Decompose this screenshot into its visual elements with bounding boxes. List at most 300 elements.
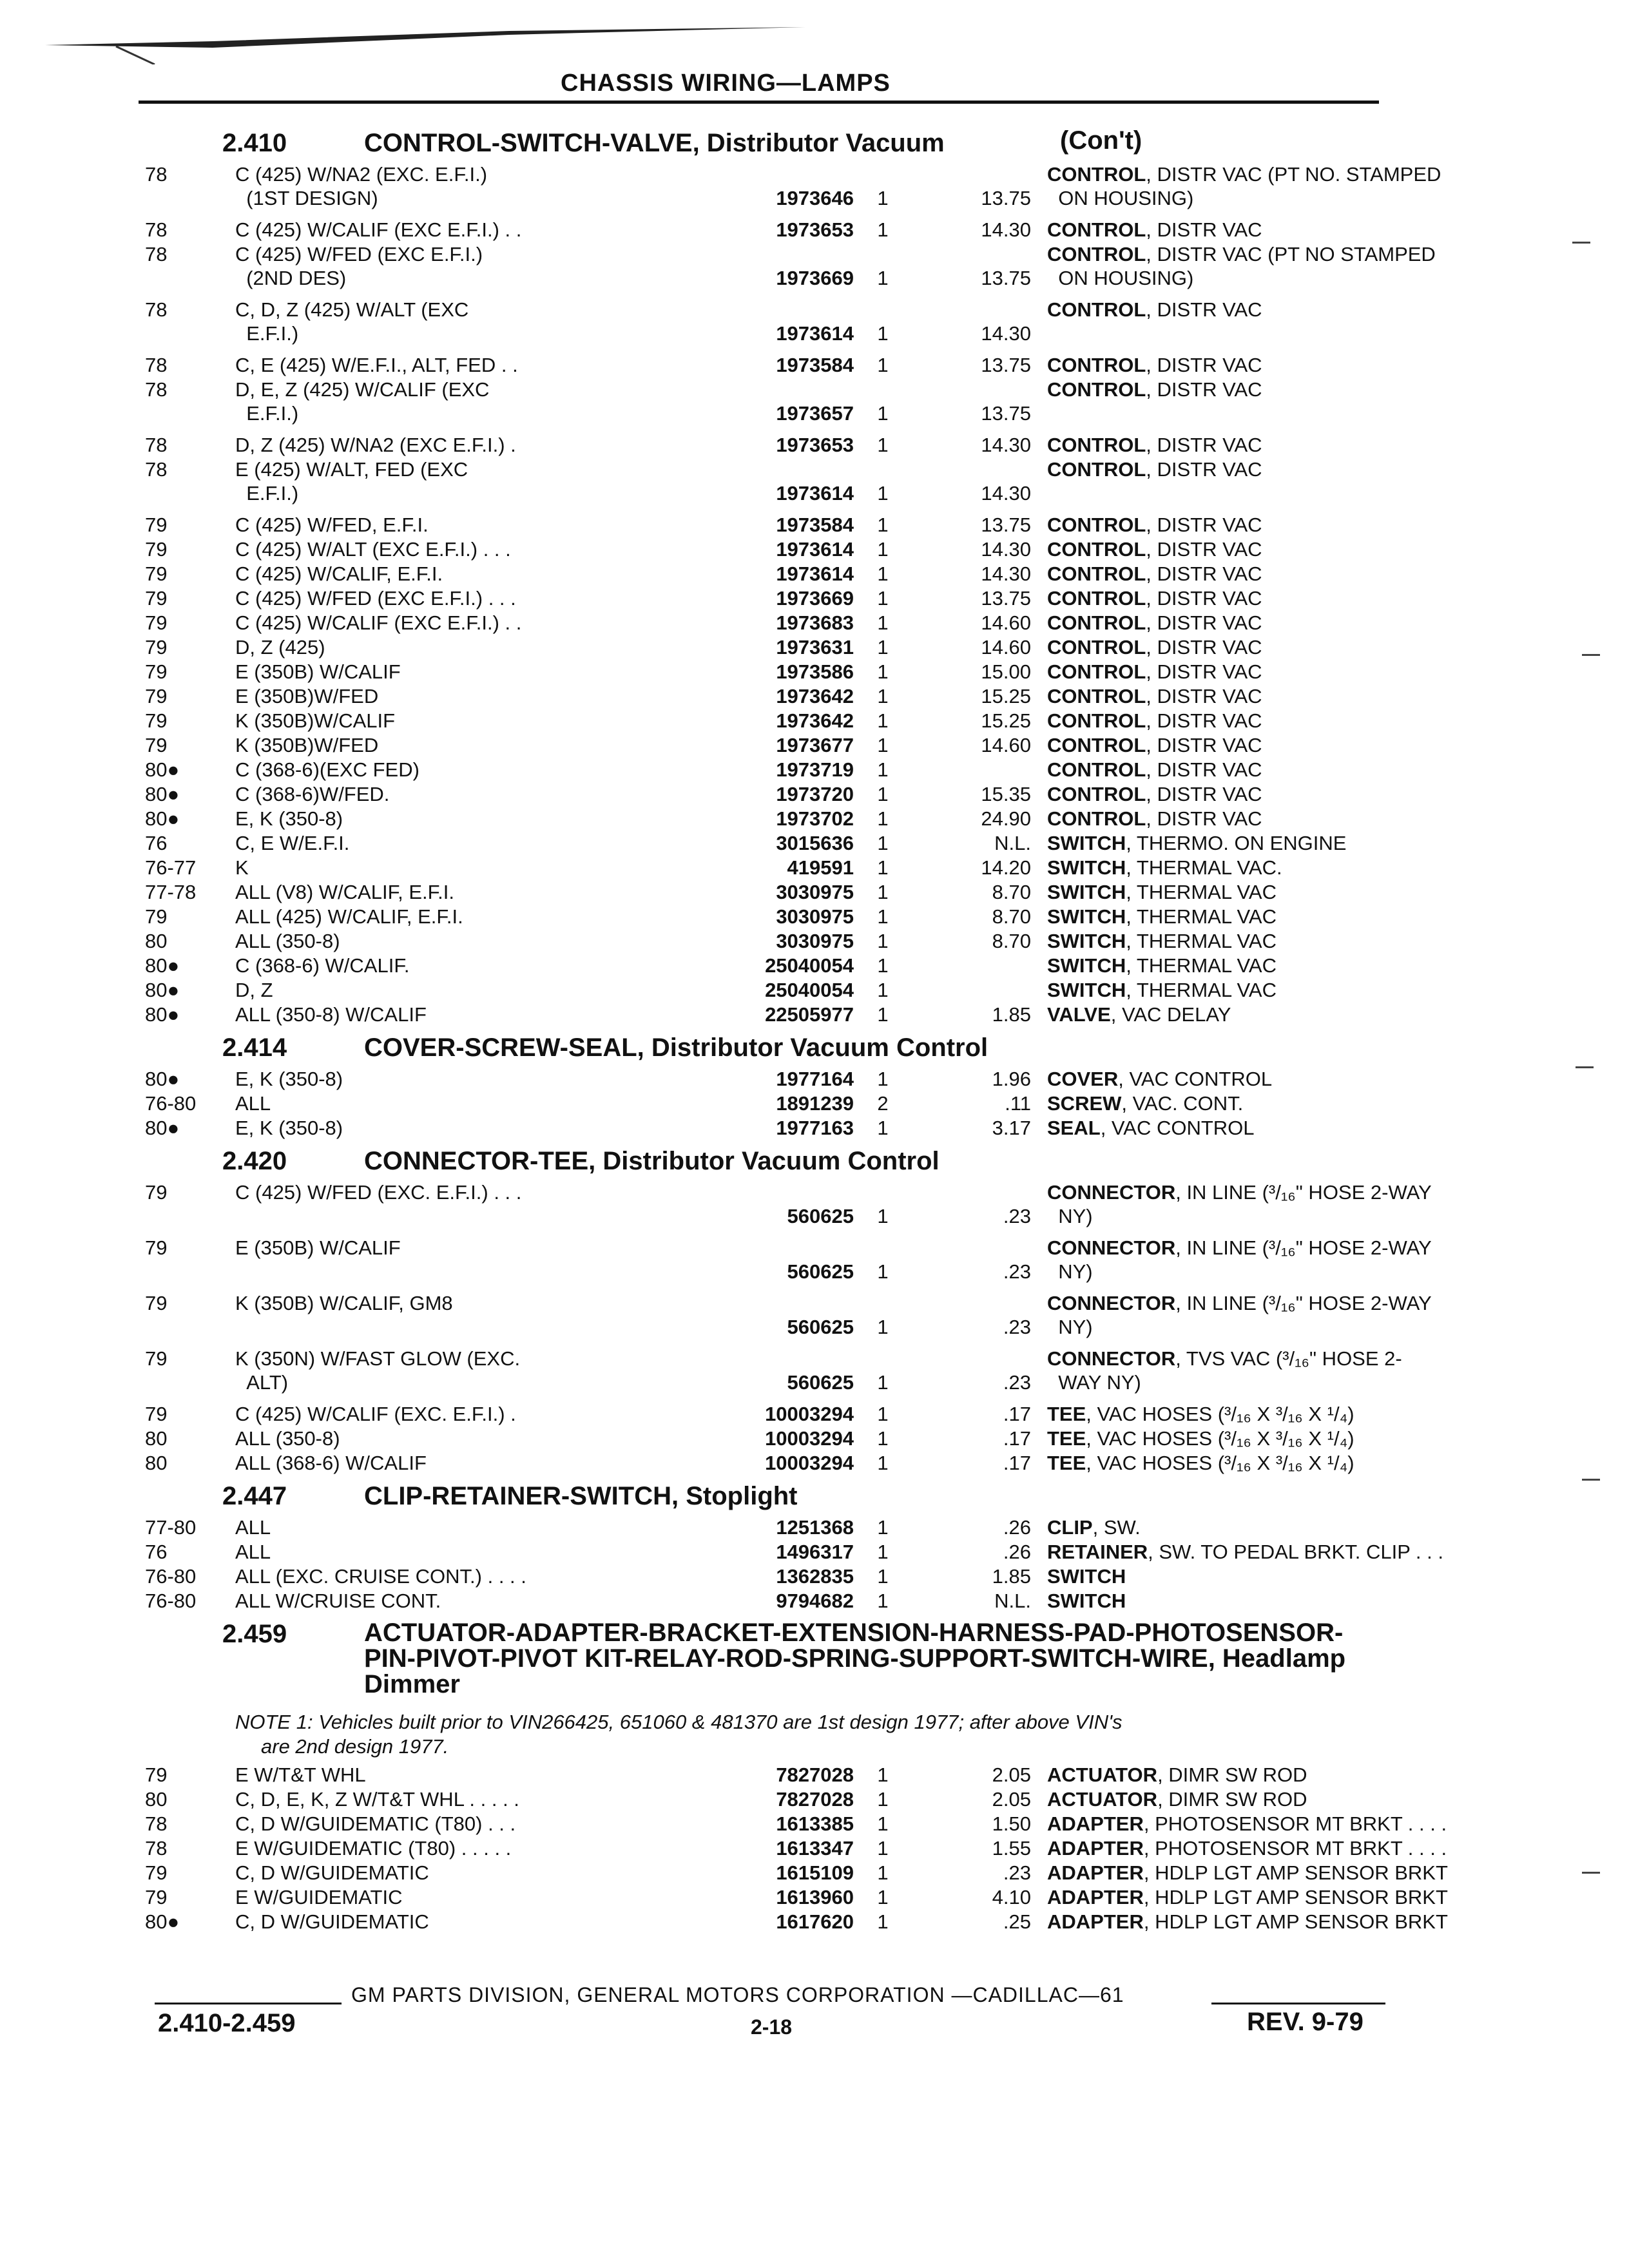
model-year: 78 xyxy=(145,218,168,241)
table-row xyxy=(145,1451,1392,1475)
margin-tick xyxy=(1582,1872,1600,1874)
model-year: 80 xyxy=(145,1427,168,1450)
part-name: RETAINER xyxy=(1047,1541,1148,1563)
price: 8.70 xyxy=(992,905,1031,928)
model-year: 78 xyxy=(145,434,168,456)
part-number: 1973614 xyxy=(776,322,854,345)
price: N.L. xyxy=(994,832,1031,854)
table-row xyxy=(145,978,1392,1003)
application: ALL (EXC. CRUISE CONT.) . . . . xyxy=(235,1565,526,1588)
section-name: CLIP-RETAINER-SWITCH, Stoplight xyxy=(364,1482,798,1510)
price: 1.96 xyxy=(992,1068,1031,1090)
quantity: 1 xyxy=(877,1541,889,1563)
table-row xyxy=(145,1515,1392,1540)
section-number: 2.414 xyxy=(222,1033,287,1062)
model-year: 79 xyxy=(145,1403,168,1425)
price: 8.70 xyxy=(992,930,1031,952)
table-row xyxy=(145,1540,1443,1564)
quantity: 1 xyxy=(877,218,889,241)
part-name: CONTROL xyxy=(1047,636,1146,658)
part-description: SCREW, VAC. CONT. xyxy=(1047,1092,1244,1115)
part-description: CONTROL, DISTR VAC (PT NO STAMPED ON HOUSING) xyxy=(1047,243,1436,289)
part-number: 3030975 xyxy=(776,881,854,903)
application: C, D W/GUIDEMATIC xyxy=(235,1861,429,1884)
application: E W/GUIDEMATIC xyxy=(235,1886,403,1908)
part-number: 25040054 xyxy=(765,954,854,977)
part-description: ADAPTER, PHOTOSENSOR MT BRKT . . . . xyxy=(1047,1812,1447,1835)
quantity: 1 xyxy=(877,1910,889,1933)
quantity: 1 xyxy=(877,685,889,707)
part-name: CONTROL xyxy=(1047,587,1146,610)
price: 15.35 xyxy=(981,783,1031,805)
part-name: SWITCH xyxy=(1047,1590,1126,1612)
part-number: 22505977 xyxy=(765,1003,854,1026)
price: 4.10 xyxy=(992,1886,1031,1908)
quantity: 1 xyxy=(877,434,889,456)
section-heading xyxy=(145,1613,1392,1710)
part-description: CONNECTOR, IN LINE (³/₁₆" HOSE 2-WAY NY) xyxy=(1047,1181,1432,1227)
table-row xyxy=(145,635,1392,660)
model-year: 79 xyxy=(145,636,168,658)
price: 14.30 xyxy=(981,482,1031,505)
part-number: 1973669 xyxy=(776,587,854,610)
quantity: 1 xyxy=(877,758,889,781)
quantity: 1 xyxy=(877,783,889,805)
table-row xyxy=(145,1812,1447,1836)
application: ALL (350-8) W/CALIF xyxy=(235,1003,427,1026)
part-name: VALVE xyxy=(1047,1003,1111,1026)
quantity: 2 xyxy=(877,1092,889,1115)
table-row xyxy=(145,782,1392,807)
application: C (368-6)W/FED. xyxy=(235,783,390,805)
model-year: 77-80 xyxy=(145,1516,197,1539)
application: D, Z (425) xyxy=(235,636,325,658)
table-row xyxy=(145,954,1392,978)
table-row xyxy=(145,807,1392,831)
part-description: CONTROL, DISTR VAC xyxy=(1047,636,1262,658)
application: D, E, Z (425) W/CALIF (EXC E.F.I.) xyxy=(235,378,490,425)
part-description: CONTROL, DISTR VAC xyxy=(1047,434,1262,456)
quantity: 1 xyxy=(877,905,889,928)
part-name: SCREW xyxy=(1047,1092,1122,1115)
table-row xyxy=(145,433,1392,457)
part-description: CONTROL, DISTR VAC xyxy=(1047,298,1262,321)
price: 13.75 xyxy=(981,514,1031,536)
part-number: 1977163 xyxy=(776,1117,854,1139)
section-name: CONNECTOR-TEE, Distributor Vacuum Control xyxy=(364,1147,940,1175)
part-description: ADAPTER, PHOTOSENSOR MT BRKT . . . . xyxy=(1047,1837,1447,1860)
price: 14.60 xyxy=(981,611,1031,634)
price: .23 xyxy=(1003,1260,1031,1283)
price: .17 xyxy=(1003,1403,1031,1425)
model-year: 80● xyxy=(145,1003,180,1026)
quantity: 1 xyxy=(877,267,889,289)
section-name: COVER-SCREW-SEAL, Distributor Vacuum Control xyxy=(364,1033,988,1062)
quantity: 1 xyxy=(877,187,889,209)
parts-listing xyxy=(145,122,1448,1934)
application: E (350B)W/FED xyxy=(235,685,379,707)
table-row xyxy=(145,562,1392,586)
model-year: 76 xyxy=(145,1541,168,1563)
quantity: 1 xyxy=(877,1205,889,1227)
part-description: CONTROL, DISTR VAC xyxy=(1047,709,1262,732)
table-row xyxy=(145,758,1392,782)
part-description: CONTROL, DISTR VAC xyxy=(1047,378,1262,401)
quantity: 1 xyxy=(877,1316,889,1338)
part-description: CONTROL, DISTR VAC xyxy=(1047,758,1262,781)
part-name: CONNECTOR xyxy=(1047,1347,1176,1370)
part-number: 1973642 xyxy=(776,709,854,732)
part-description: TEE, VAC HOSES (³/₁₆ X ³/₁₆ X ¹/₄) xyxy=(1047,1452,1354,1474)
table-row xyxy=(145,684,1392,709)
model-year: 78 xyxy=(145,458,168,481)
part-description: ACTUATOR, DIMR SW ROD xyxy=(1047,1788,1307,1811)
part-description: SWITCH, THERMAL VAC. xyxy=(1047,856,1282,879)
section-heading xyxy=(145,1475,1392,1515)
part-name: SWITCH xyxy=(1047,1565,1126,1588)
part-description: ACTUATOR, DIMR SW ROD xyxy=(1047,1763,1307,1786)
section-number: 2.420 xyxy=(222,1147,287,1175)
table-row xyxy=(145,1885,1448,1910)
part-description: CONNECTOR, IN LINE (³/₁₆" HOSE 2-WAY NY) xyxy=(1047,1236,1432,1283)
quantity: 1 xyxy=(877,881,889,903)
table-row xyxy=(145,856,1392,880)
part-name: CONNECTOR xyxy=(1047,1236,1176,1259)
part-description: CONTROL, DISTR VAC xyxy=(1047,807,1262,830)
application: E W/T&T WHL xyxy=(235,1763,366,1786)
price: 14.30 xyxy=(981,538,1031,561)
quantity: 1 xyxy=(877,1260,889,1283)
part-description: CONNECTOR, TVS VAC (³/₁₆" HOSE 2- WAY NY) xyxy=(1047,1347,1402,1394)
quantity: 1 xyxy=(877,354,889,376)
part-name: ADAPTER xyxy=(1047,1886,1144,1908)
model-year: 79 xyxy=(145,1236,168,1259)
section-heading xyxy=(145,1140,1392,1180)
part-description xyxy=(1047,1589,1537,1613)
model-year: 79 xyxy=(145,611,168,634)
application: C (425) W/CALIF (EXC E.F.I.) . . xyxy=(235,611,522,634)
part-name: CONTROL xyxy=(1047,378,1146,401)
part-number: 1973657 xyxy=(776,402,854,425)
quantity: 1 xyxy=(877,1003,889,1026)
part-number: 1973646 xyxy=(776,187,854,209)
section-number: 2.459 xyxy=(222,1620,287,1648)
section-name: CONTROL-SWITCH-VALVE, Distributor Vacuum xyxy=(364,129,945,157)
quantity: 1 xyxy=(877,1788,889,1811)
model-year: 79 xyxy=(145,1292,168,1314)
part-number: 1973720 xyxy=(776,783,854,805)
part-description: CONTROL, DISTR VAC xyxy=(1047,685,1262,707)
application: C (425) W/CALIF (EXC E.F.I.) . . xyxy=(235,218,522,241)
footer-rule-right xyxy=(1211,2003,1385,2004)
application: E, K (350-8) xyxy=(235,1068,343,1090)
model-year: 79 xyxy=(145,905,168,928)
model-year: 78 xyxy=(145,243,168,265)
price: 13.75 xyxy=(981,587,1031,610)
part-name: SWITCH xyxy=(1047,881,1126,903)
price: 2.05 xyxy=(992,1788,1031,1811)
part-number: 560625 xyxy=(787,1205,854,1227)
price: .26 xyxy=(1003,1516,1031,1539)
model-year: 76-80 xyxy=(145,1565,197,1588)
part-description: CLIP, SW. xyxy=(1047,1516,1141,1539)
part-number: 10003294 xyxy=(765,1427,854,1450)
part-name: ADAPTER xyxy=(1047,1812,1144,1835)
quantity: 1 xyxy=(877,807,889,830)
footer-publisher-line: GM PARTS DIVISION, GENERAL MOTORS CORPORATION —CADILLAC—61 xyxy=(351,1983,1124,2006)
model-year: 80 xyxy=(145,1788,168,1811)
quantity: 1 xyxy=(877,832,889,854)
part-number: 1973614 xyxy=(776,562,854,585)
model-year: 79 xyxy=(145,734,168,756)
table-row xyxy=(145,1291,1432,1347)
part-description: CONTROL, DISTR VAC xyxy=(1047,660,1262,683)
part-description: ADAPTER, HDLP LGT AMP SENSOR BRKT xyxy=(1047,1861,1448,1884)
part-number: 25040054 xyxy=(765,979,854,1001)
part-number: 1613385 xyxy=(776,1812,854,1835)
part-description: SWITCH, THERMAL VAC xyxy=(1047,905,1277,928)
model-year: 79 xyxy=(145,538,168,561)
quantity: 1 xyxy=(877,562,889,585)
model-year: 80● xyxy=(145,1910,180,1933)
quantity: 1 xyxy=(877,402,889,425)
model-year: 80● xyxy=(145,807,180,830)
part-number: 1617620 xyxy=(776,1910,854,1933)
part-description: ADAPTER, HDLP LGT AMP SENSOR BRKT xyxy=(1047,1886,1448,1908)
price: 13.75 xyxy=(981,267,1031,289)
margin-tick xyxy=(1572,242,1590,244)
quantity: 1 xyxy=(877,1427,889,1450)
price: 14.30 xyxy=(981,218,1031,241)
quantity: 1 xyxy=(877,322,889,345)
table-row xyxy=(145,1067,1392,1091)
price: 13.75 xyxy=(981,354,1031,376)
model-year: 79 xyxy=(145,1861,168,1884)
model-year: 80● xyxy=(145,1117,180,1139)
price: 1.85 xyxy=(992,1565,1031,1588)
table-row xyxy=(145,242,1436,298)
quantity: 1 xyxy=(877,734,889,756)
note-line: are 2nd design 1977. xyxy=(261,1735,449,1758)
table-row xyxy=(145,1861,1448,1885)
quantity: 1 xyxy=(877,954,889,977)
model-year: 76-80 xyxy=(145,1092,197,1115)
table-row xyxy=(145,353,1392,378)
application: C (368-6) W/CALIF. xyxy=(235,954,410,977)
part-name: SWITCH xyxy=(1047,979,1126,1001)
model-year: 80● xyxy=(145,954,180,977)
application: ALL xyxy=(235,1516,271,1539)
part-number: 1973653 xyxy=(776,434,854,456)
part-name: SEAL xyxy=(1047,1117,1101,1139)
model-year: 78 xyxy=(145,378,168,401)
table-row xyxy=(145,1180,1432,1236)
model-year: 80● xyxy=(145,783,180,805)
price: 15.25 xyxy=(981,709,1031,732)
quantity: 1 xyxy=(877,1371,889,1394)
part-name: ADAPTER xyxy=(1047,1861,1144,1884)
table-row xyxy=(145,880,1392,905)
part-name: CONTROL xyxy=(1047,218,1146,241)
quantity: 1 xyxy=(877,514,889,536)
model-year: 76-80 xyxy=(145,1590,197,1612)
table-row xyxy=(145,457,1392,513)
price: .25 xyxy=(1003,1910,1031,1933)
model-year: 78 xyxy=(145,163,168,186)
section-number: 2.447 xyxy=(222,1482,287,1510)
table-row xyxy=(145,929,1392,954)
table-row xyxy=(145,1402,1392,1427)
part-number: 560625 xyxy=(787,1316,854,1338)
part-number: 1496317 xyxy=(776,1541,854,1563)
quantity: 1 xyxy=(877,482,889,505)
footer-section-range: 2.410-2.459 xyxy=(158,2009,296,2037)
table-row xyxy=(145,1427,1392,1451)
part-number: 1973584 xyxy=(776,514,854,536)
part-number: 1973702 xyxy=(776,807,854,830)
price: 1.55 xyxy=(992,1837,1031,1860)
part-description: CONTROL, DISTR VAC (PT NO. STAMPED ON HOUSING) xyxy=(1047,163,1441,209)
price: .26 xyxy=(1003,1541,1031,1563)
application: C (425) W/FED (EXC E.F.I.) (2ND DES) xyxy=(235,243,483,289)
part-number: 1973683 xyxy=(776,611,854,634)
application: ALL (350-8) xyxy=(235,930,340,952)
model-year: 79 xyxy=(145,1181,168,1204)
part-name: CONTROL xyxy=(1047,354,1146,376)
price: 8.70 xyxy=(992,881,1031,903)
table-row xyxy=(145,611,1392,635)
model-year: 79 xyxy=(145,660,168,683)
application: C, D, E, K, Z W/T&T WHL . . . . . xyxy=(235,1788,519,1811)
part-number: 3030975 xyxy=(776,930,854,952)
part-number: 1973631 xyxy=(776,636,854,658)
part-number: 10003294 xyxy=(765,1403,854,1425)
application: ALL xyxy=(235,1541,271,1563)
model-year: 78 xyxy=(145,1837,168,1860)
table-row xyxy=(145,831,1392,856)
part-number: 560625 xyxy=(787,1371,854,1394)
table-row xyxy=(145,378,1392,433)
scan-streak-mark xyxy=(45,26,818,64)
model-year: 80● xyxy=(145,1068,180,1090)
quantity: 1 xyxy=(877,1812,889,1835)
application: D, Z (425) W/NA2 (EXC E.F.I.) . xyxy=(235,434,516,456)
part-description: CONTROL, DISTR VAC xyxy=(1047,587,1262,610)
application: D, Z xyxy=(235,979,273,1001)
part-name: CONTROL xyxy=(1047,243,1146,265)
table-row xyxy=(145,162,1441,218)
table-row xyxy=(145,1003,1392,1027)
part-name: CONTROL xyxy=(1047,807,1146,830)
part-description: TEE, VAC HOSES (³/₁₆ X ³/₁₆ X ¹/₄) xyxy=(1047,1403,1354,1425)
price: 13.75 xyxy=(981,402,1031,425)
part-number: 1891239 xyxy=(776,1092,854,1115)
application: C (425) W/FED, E.F.I. xyxy=(235,514,429,536)
application: C, D W/GUIDEMATIC xyxy=(235,1910,429,1933)
part-name: CONTROL xyxy=(1047,163,1146,186)
part-name: TEE xyxy=(1047,1452,1086,1474)
model-year: 79 xyxy=(145,1763,168,1786)
table-row xyxy=(145,1564,1392,1589)
table-row xyxy=(145,733,1392,758)
note-line: NOTE 1: Vehicles built prior to VIN266425, 651060 & 481370 are 1st design 1977; after above VIN's xyxy=(235,1711,1123,1733)
part-number: 7827028 xyxy=(776,1763,854,1786)
model-year: 79 xyxy=(145,514,168,536)
application: ALL (368-6) W/CALIF xyxy=(235,1452,427,1474)
part-number: 1973642 xyxy=(776,685,854,707)
section-number: 2.410 xyxy=(222,129,287,157)
part-name: CONTROL xyxy=(1047,514,1146,536)
application: C (425) W/FED (EXC E.F.I.) . . . xyxy=(235,587,516,610)
price: 14.30 xyxy=(981,322,1031,345)
part-description: SWITCH, THERMO. ON ENGINE xyxy=(1047,832,1347,854)
model-year: 79 xyxy=(145,562,168,585)
application: K (350B) W/CALIF, GM8 xyxy=(235,1292,453,1314)
part-number: 419591 xyxy=(787,856,854,879)
table-row xyxy=(145,709,1392,733)
application: ALL (425) W/CALIF, E.F.I. xyxy=(235,905,463,928)
application: C, D, Z (425) W/ALT (EXC E.F.I.) xyxy=(235,298,469,345)
part-description: CONTROL, DISTR VAC xyxy=(1047,734,1262,756)
section-heading xyxy=(145,122,1392,162)
application: K (350B)W/FED xyxy=(235,734,379,756)
part-description: RETAINER, SW. TO PEDAL BRKT. CLIP . . . xyxy=(1047,1541,1443,1563)
part-name: CONTROL xyxy=(1047,758,1146,781)
application: K xyxy=(235,856,249,879)
part-number: 1973653 xyxy=(776,218,854,241)
table-row xyxy=(145,298,1392,353)
quantity: 1 xyxy=(877,1452,889,1474)
part-description: CONTROL, DISTR VAC xyxy=(1047,458,1262,481)
model-year: 80 xyxy=(145,930,168,952)
model-year: 78 xyxy=(145,1812,168,1835)
model-year: 79 xyxy=(145,1347,168,1370)
part-name: CONTROL xyxy=(1047,734,1146,756)
model-year: 79 xyxy=(145,685,168,707)
model-year: 79 xyxy=(145,1886,168,1908)
model-year: 76-77 xyxy=(145,856,197,879)
part-description: CONTROL, DISTR VAC xyxy=(1047,783,1262,805)
part-name: CONTROL xyxy=(1047,538,1146,561)
table-row xyxy=(145,1836,1447,1861)
quantity: 1 xyxy=(877,1837,889,1860)
part-description: CONTROL, DISTR VAC xyxy=(1047,538,1262,561)
application: ALL W/CRUISE CONT. xyxy=(235,1590,441,1612)
application: C (425) W/NA2 (EXC. E.F.I.) (1ST DESIGN) xyxy=(235,163,488,209)
price: .23 xyxy=(1003,1205,1031,1227)
part-number: 560625 xyxy=(787,1260,854,1283)
quantity: 1 xyxy=(877,1861,889,1884)
price: 1.85 xyxy=(992,1003,1031,1026)
part-number: 1973586 xyxy=(776,660,854,683)
table-row xyxy=(145,1236,1432,1291)
part-name: ADAPTER xyxy=(1047,1910,1144,1933)
price: N.L. xyxy=(994,1590,1031,1612)
quantity: 1 xyxy=(877,856,889,879)
price: 13.75 xyxy=(981,187,1031,209)
part-name: CONTROL xyxy=(1047,660,1146,683)
application: ALL (V8) W/CALIF, E.F.I. xyxy=(235,881,454,903)
model-year: 80● xyxy=(145,758,180,781)
part-number: 1973584 xyxy=(776,354,854,376)
price: 14.20 xyxy=(981,856,1031,879)
application: E (425) W/ALT, FED (EXC E.F.I.) xyxy=(235,458,468,505)
price: 15.00 xyxy=(981,660,1031,683)
page-header-title: CHASSIS WIRING—LAMPS xyxy=(561,70,891,97)
part-name: CONTROL xyxy=(1047,298,1146,321)
header-rule xyxy=(139,101,1379,104)
part-number: 1613347 xyxy=(776,1837,854,1860)
